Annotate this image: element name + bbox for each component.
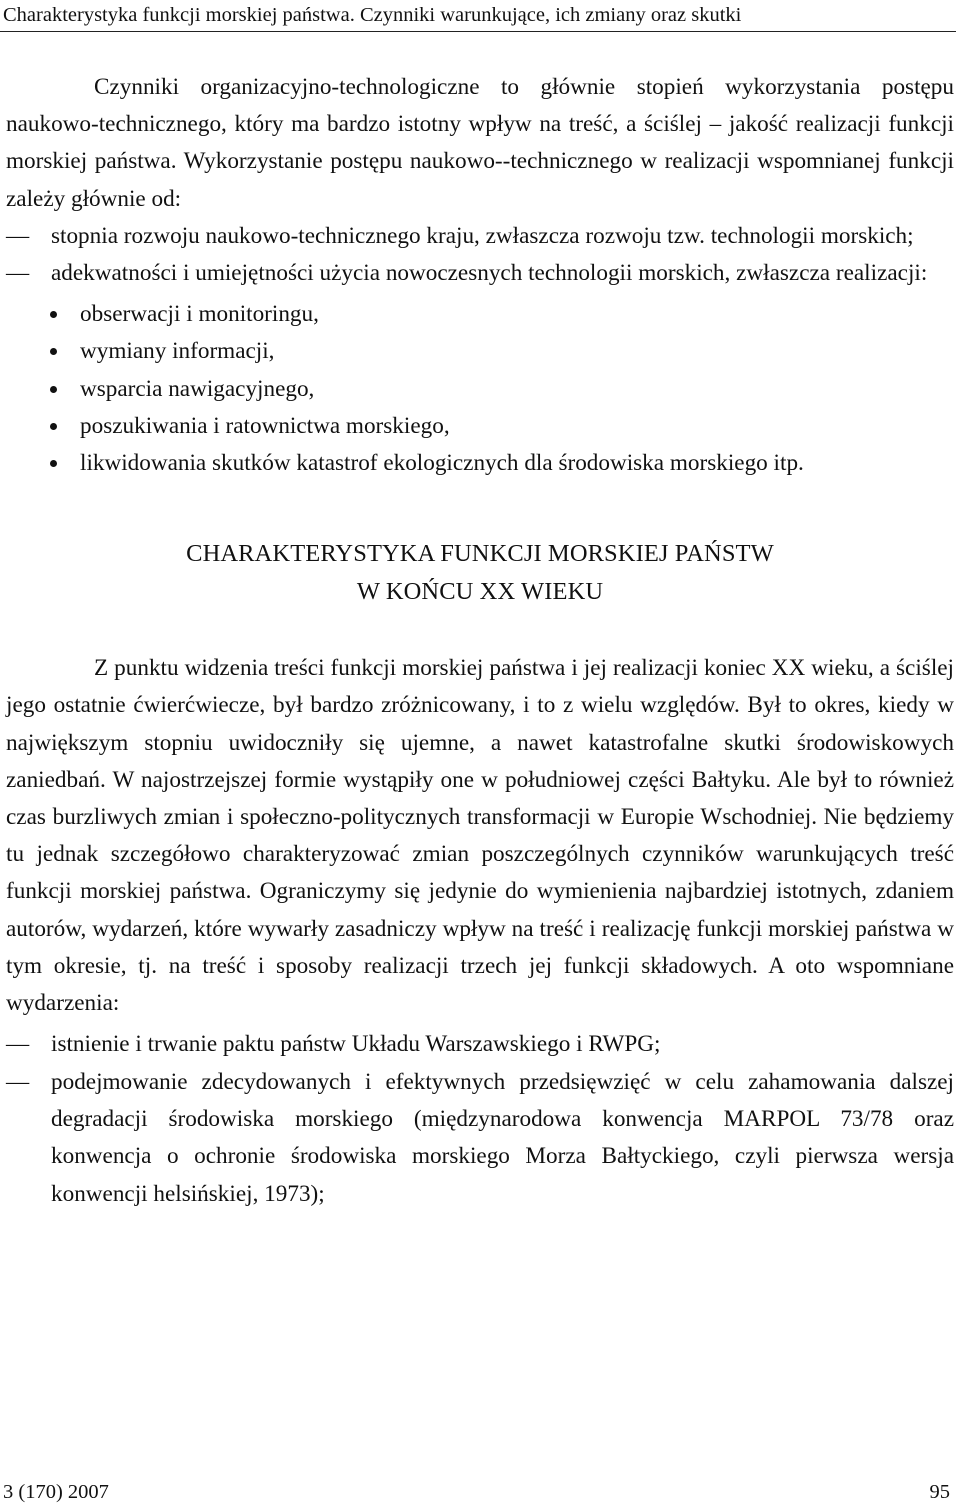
section-heading-line-2: W KOŃCU XX WIEKU <box>356 578 604 606</box>
bullet-list-item <box>6 445 954 482</box>
bullet-item-text: poszukiwania i ratownictwa morskiego, <box>80 412 450 439</box>
bullet-item-text: wsparcia nawigacyjnego, <box>80 375 315 402</box>
dash-marker: — <box>6 260 30 287</box>
dash-list-item <box>6 255 954 292</box>
dash-marker: — <box>6 222 30 249</box>
dash-marker: — <box>6 1031 30 1058</box>
issue-number: 3 (170) 2007 <box>3 1481 109 1503</box>
header-divider <box>0 31 956 32</box>
intro-paragraph: Czynniki organizacyjno-technologiczne to głównie stopień wykorzystania postępu naukowo-technicznego, który ma bardzo istotny wpływ na treść, a ściślej – jakość realizacji funkcji morskiej państwa. Wykorzystanie postępu naukowo--technicznego w realizacji wspomnianej funkcji zależy głównie od: <box>6 74 954 212</box>
bullet-dot-icon <box>50 348 57 355</box>
bullet-list-item <box>6 333 954 370</box>
page-content <box>6 69 954 1213</box>
bullet-list-item <box>6 296 954 333</box>
page-number: 95 <box>929 1481 950 1503</box>
bullet-dot-icon <box>50 423 57 430</box>
factors-dash-list <box>6 218 954 292</box>
dash-marker: — <box>6 1068 30 1095</box>
body-paragraph: Z punktu widzenia treści funkcji morskiej państwa i jej realizacji koniec XX wieku, a ściślej jego ostatnie ćwierćwiecze, był bardzo zróżnicowany, i to z wielu względów. Był to okres, kiedy w największym stopniu uwidoczniły się ujemne, a nawet katastrofalne skutki środowiskowych zaniedbań. W najostrzejszej formie wystąpiły one w południowej części Bałtyku. Ale był to również czas burzliwych zmian i społeczno-politycznych transformacji w Europie Wschodniej. Nie będziemy tu jednak szczegółowo charakteryzować zmian poszczególnych czynników warunkujących treść funkcji morskiej państwa. Ograniczymy się jedynie do wymienienia najbardziej istotnych, zdaniem autorów, wydarzeń, które wywarły zasadniczy wpływ na treść i realizację funkcji morskiej państwa w tym okresie, tj. na treść i sposoby realizacji trzech jej funkcji składowych. A oto wspomniane wydarzenia: <box>6 655 954 1017</box>
bullet-dot-icon <box>50 386 57 393</box>
dash-list-item <box>6 1026 954 1063</box>
dash-item-text: istnienie i trwanie paktu państw Układu Warszawskiego i RWPG; <box>51 1031 661 1058</box>
dash-item-text: stopnia rozwoju naukowo-technicznego kraju, zwłaszcza rozwoju tzw. technologii morskich; <box>51 222 914 249</box>
bullet-list-item <box>6 408 954 445</box>
dash-list-item <box>6 218 954 255</box>
dash-item-text: adekwatności i umiejętności użycia nowoczesnych technologii morskich, zwłaszcza realizacji: <box>51 260 928 287</box>
bullet-list-item <box>6 371 954 408</box>
events-dash-list <box>6 1026 954 1213</box>
running-header: Charakterystyka funkcji morskiej państwa. Czynniki warunkujące, ich zmiany oraz skutki <box>3 4 742 26</box>
bullet-item-text: wymiany informacji, <box>80 338 275 365</box>
bullet-dot-icon <box>50 460 57 467</box>
bullet-item-text: obserwacji i monitoringu, <box>80 301 319 328</box>
dash-item-text: podejmowanie zdecydowanych i efektywnych przedsięwzięć w celu zahamowania dalszej degradacji środowiska morskiego (międzynarodowa konwencja MARPOL 73/78 oraz konwencja o ochronie środowiska morskiego Morza Bałtyckiego, czyli pierwsza wersja konwencji helsińskiej, 1973); <box>51 1068 954 1207</box>
bullet-item-text: likwidowania skutków katastrof ekologicznych dla środowiska morskiego itp. <box>80 450 804 477</box>
bullet-dot-icon <box>50 311 57 318</box>
technology-bullet-list <box>6 296 954 482</box>
section-heading-line-1: CHARAKTERYSTYKA FUNKCJI MORSKIEJ PAŃSTW <box>186 540 774 568</box>
section-heading <box>6 535 954 611</box>
dash-list-item <box>6 1064 954 1214</box>
